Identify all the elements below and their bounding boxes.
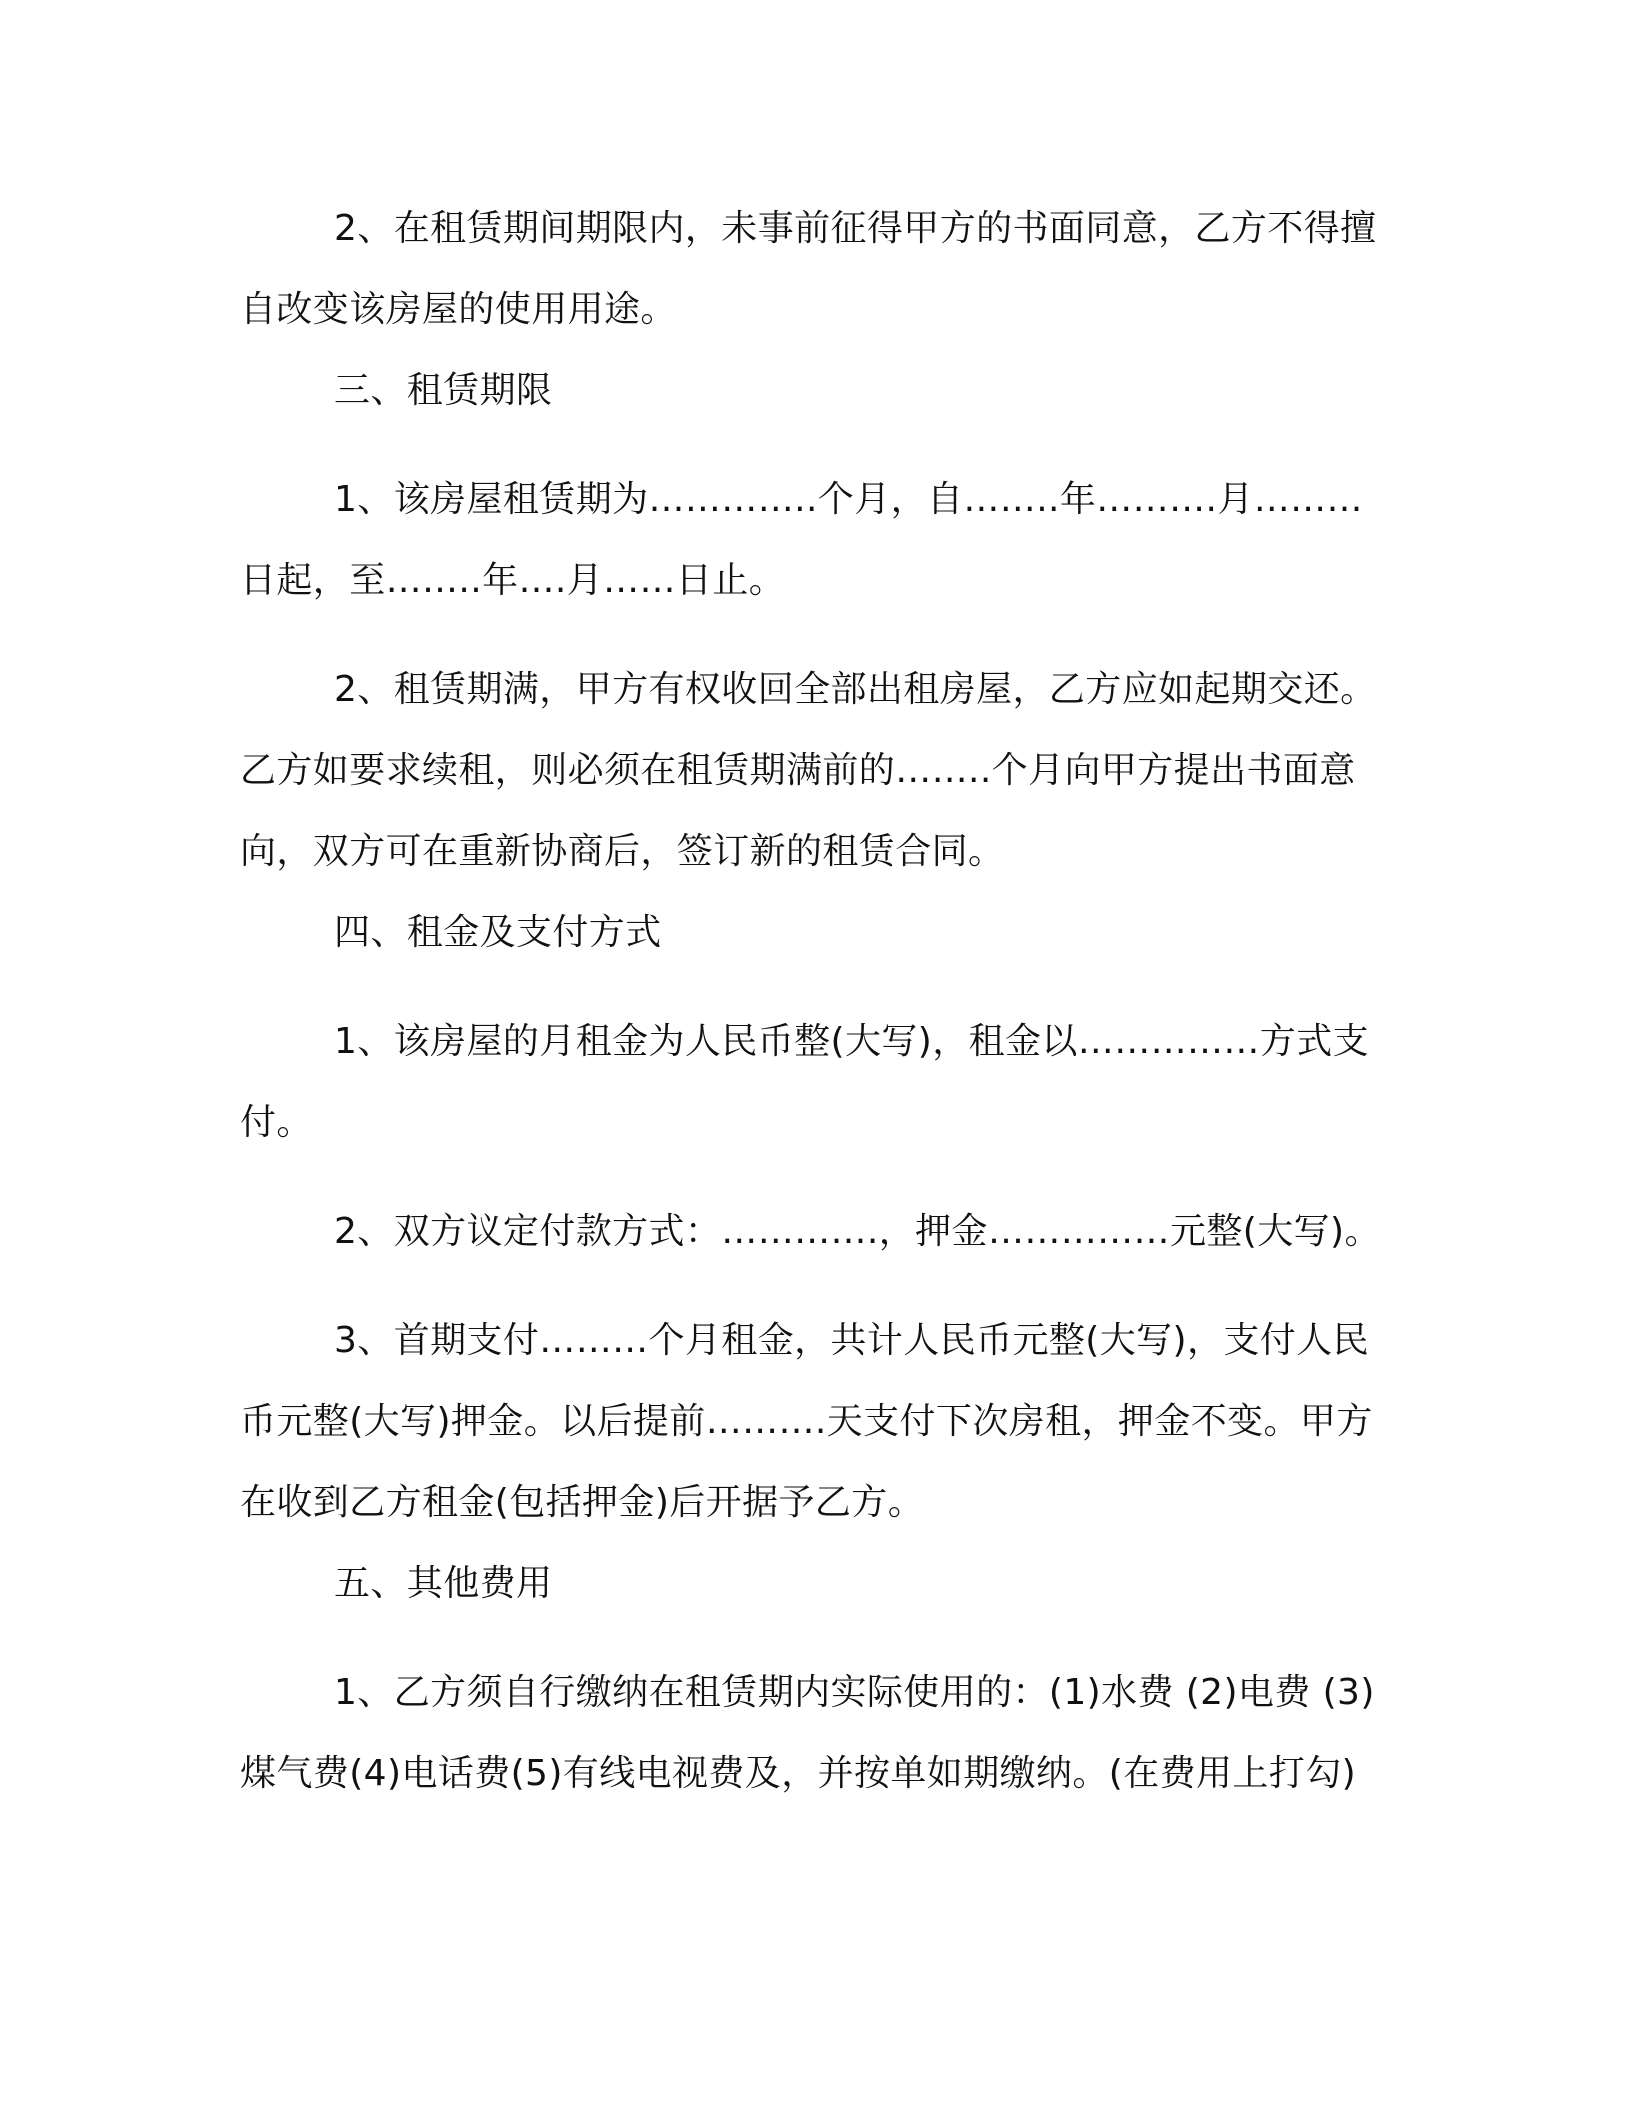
paragraph-lease-expiry: 2、租赁期满，甲方有权收回全部出租房屋，乙方应如起期交还。乙方如要求续租，则必须在租赁期满前的……..个月向甲方提出书面意向，双方可在重新协商后，签订新的租赁合同。 bbox=[240, 669, 1377, 872]
section-heading-rent-payment: 四、租金及支付方式 bbox=[334, 912, 662, 953]
paragraph-utility-fees: 1、乙方须自行缴纳在租赁期内实际使用的：(1)水费 (2)电费 (3)煤气费(4)电话费(5)有线电视费及，并按单如期缴纳。(在费用上打勾) bbox=[240, 1672, 1375, 1794]
document-body bbox=[240, 188, 1390, 1814]
section-heading-lease-term: 三、租赁期限 bbox=[334, 370, 553, 411]
section-heading-other-fees: 五、其他费用 bbox=[334, 1563, 553, 1604]
paragraph-first-payment: 3、首期支付………个月租金，共计人民币元整(大写)，支付人民币元整(大写)押金。以后提前……….天支付下次房租，押金不变。甲方在收到乙方租金(包括押金)后开据予乙方。 bbox=[240, 1320, 1373, 1523]
paragraph-lease-period: 1、该房屋租赁期为…………..个月，自……..年……….月………日起，至……..年….月……日止。 bbox=[240, 479, 1363, 601]
paragraph-monthly-rent: 1、该房屋的月租金为人民币整(大写)，租金以……………方式支付。 bbox=[240, 1021, 1369, 1143]
paragraph-usage-restriction: 2、在租赁期间期限内，未事前征得甲方的书面同意，乙方不得擅自改变该房屋的使用用途。 bbox=[240, 208, 1377, 330]
paragraph-payment-method: 2、双方议定付款方式：………….，押金……………元整(大写)。 bbox=[334, 1211, 1381, 1252]
